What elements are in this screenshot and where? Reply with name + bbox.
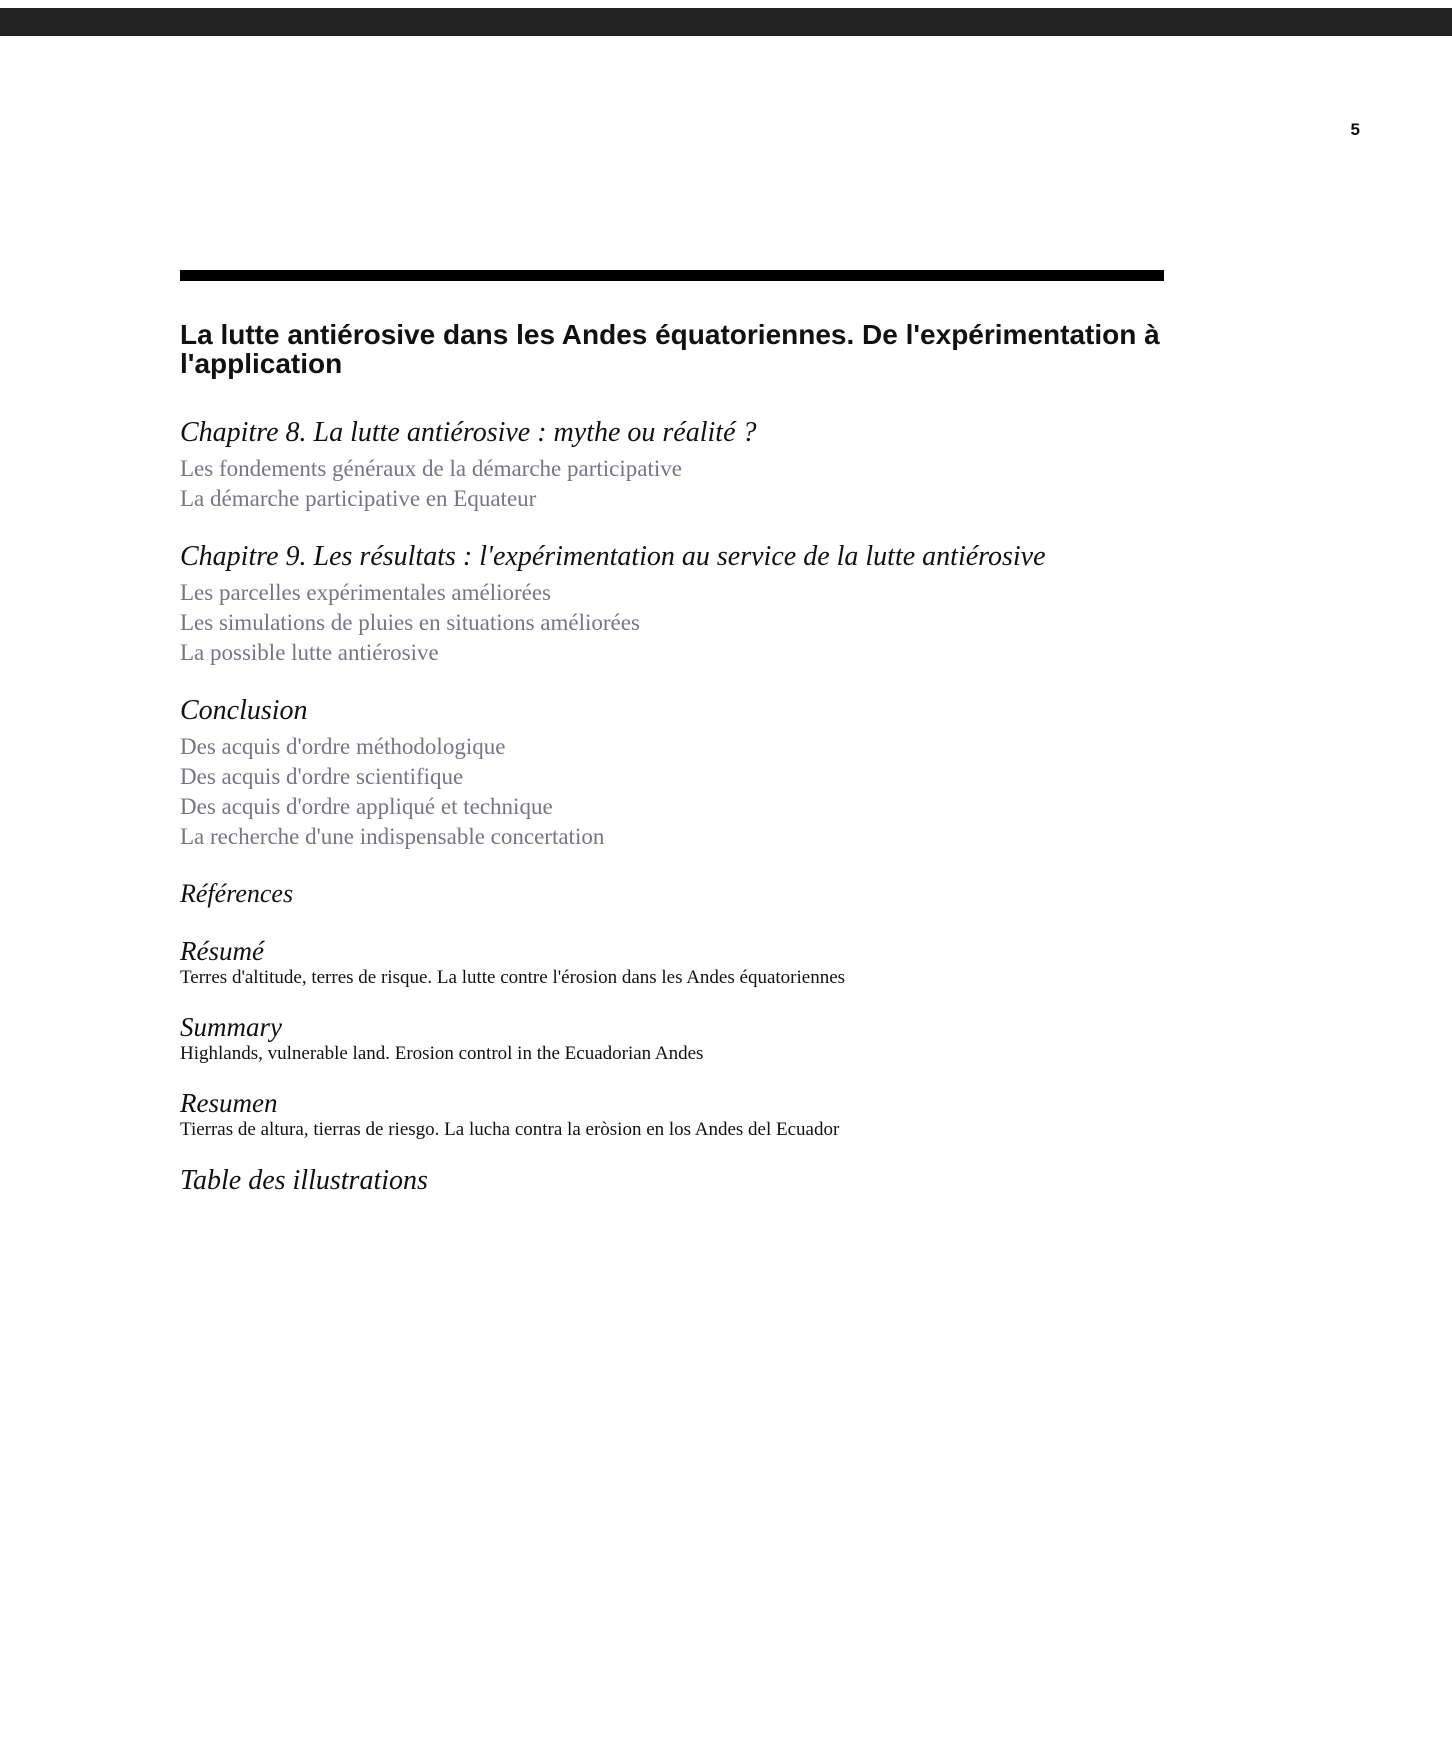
resume-link[interactable]: Résumé xyxy=(180,936,264,966)
conclusion-link[interactable]: Conclusion xyxy=(180,695,308,726)
toc-subitem-link[interactable]: Des acquis d'ordre appliqué et technique xyxy=(180,794,553,819)
chapter-8-link[interactable]: Chapitre 8. La lutte antiérosive : mythe ou réalité ? xyxy=(180,417,757,448)
illustrations-link[interactable]: Table des illustrations xyxy=(180,1165,428,1196)
toc-subitem-link[interactable]: La possible lutte antiérosive xyxy=(180,640,439,665)
abstract-resumen xyxy=(180,1088,1164,1142)
top-bar xyxy=(0,8,1452,36)
resumen-link[interactable]: Resumen xyxy=(180,1088,278,1118)
title-rule xyxy=(180,270,1164,281)
references-link[interactable]: Références xyxy=(180,879,294,908)
chapter-9-link[interactable]: Chapitre 9. Les résultats : l'expérimentation au service de la lutte antiérosive xyxy=(180,541,1046,572)
page-number: 5 xyxy=(1350,120,1360,139)
abstract-summary xyxy=(180,1012,1164,1066)
toc-subitem-link[interactable]: Les simulations de pluies en situations améliorées xyxy=(180,610,640,635)
toc-subitem-link[interactable]: Les parcelles expérimentales améliorées xyxy=(180,580,552,605)
toc-subitem-link[interactable]: Les fondements généraux de la démarche participative xyxy=(180,456,682,481)
summary-subtitle: Highlands, vulnerable land. Erosion control in the Ecuadorian Andes xyxy=(180,1043,704,1064)
summary-link[interactable]: Summary xyxy=(180,1012,282,1042)
resumen-subtitle: Tierras de altura, tierras de riesgo. La lucha contra la eròsion en los Andes del Ecuador xyxy=(180,1119,840,1140)
toc-section-chapter-8 xyxy=(180,416,1164,514)
book-title[interactable]: La lutte antiérosive dans les Andes équatoriennes. De l'expérimentation à l'application xyxy=(180,319,1160,379)
toc-subitem-link[interactable]: Des acquis d'ordre méthodologique xyxy=(180,734,506,759)
toc-section-conclusion xyxy=(180,694,1164,852)
table-of-contents xyxy=(180,320,1164,1202)
toc-subitem-link[interactable]: Des acquis d'ordre scientifique xyxy=(180,764,464,789)
abstract-resume xyxy=(180,936,1164,990)
toc-subitem-link[interactable]: La recherche d'une indispensable concertation xyxy=(180,824,605,849)
toc-subitem-link[interactable]: La démarche participative en Equateur xyxy=(180,486,537,511)
toc-section-chapter-9 xyxy=(180,540,1164,668)
resume-subtitle: Terres d'altitude, terres de risque. La lutte contre l'érosion dans les Andes équatoriennes xyxy=(180,967,846,988)
